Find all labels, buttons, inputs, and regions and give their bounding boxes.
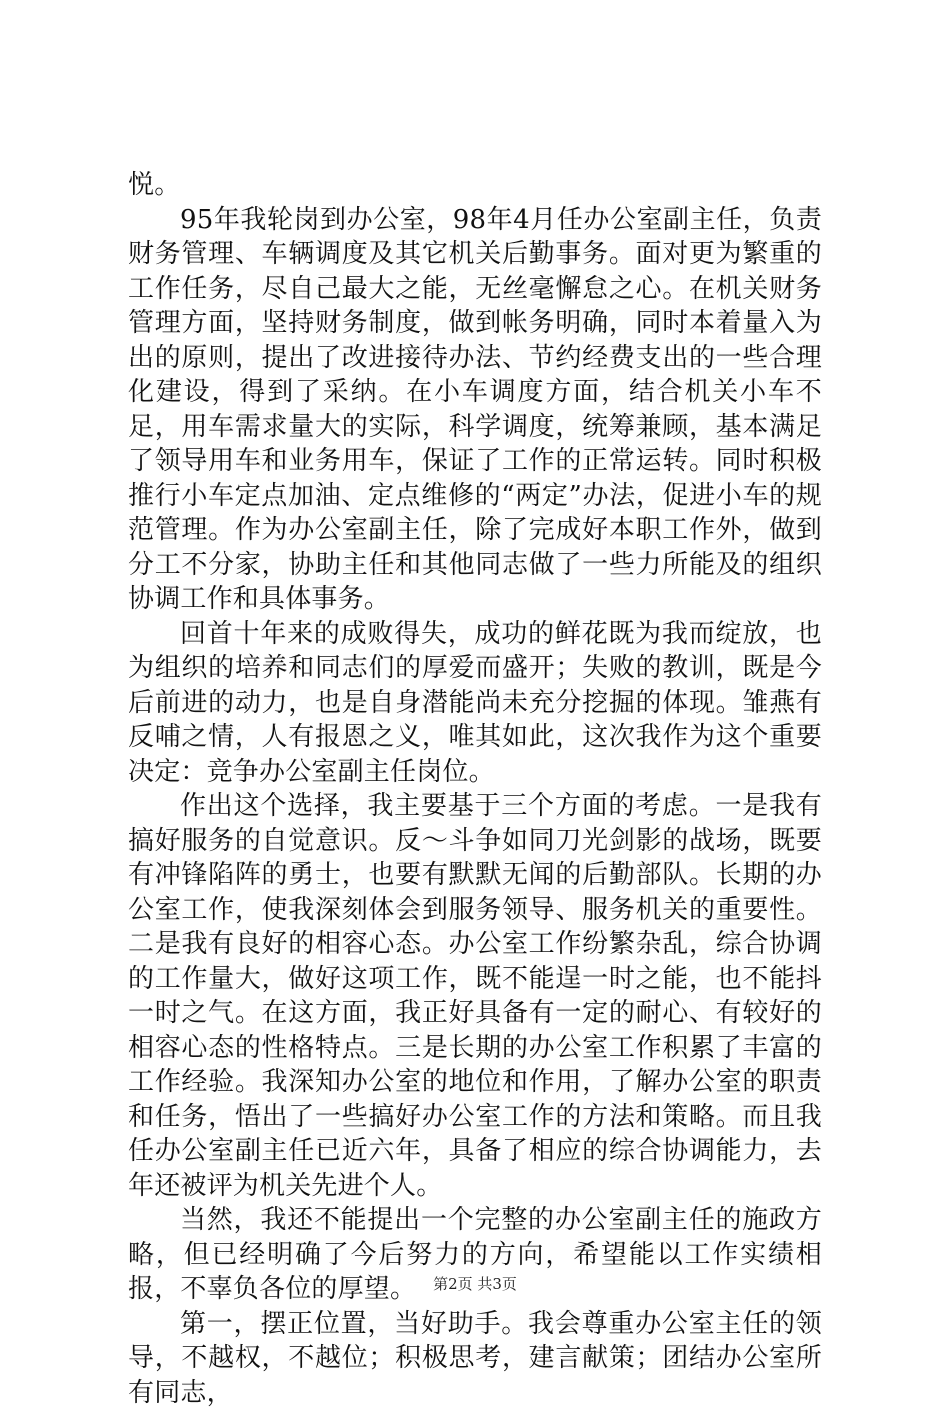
paragraph-office-rotation: 95年我轮岗到办公室，98年4月任办公室副主任，负责财务管理、车辆调度及其它机关后勤事务。面对更为繁重的工作任务，尽自己最大之能，无丝毫懈怠之心。在机关财务管理方面，坚持财务制度，做到帐务明确，同时本着量入为出的原则，提出了改进接待办法、节约经费支出的一些合理化建设，得到了采纳。在小车调度方面，结合机关小车不足，用车需求量大的实际，科学调度，统筹兼顾，基本满足了领导用车和业务用车，保证了工作的正常运转。同时积极推行小车定点加油、定点维修的“两定”办法，促进小车的规范管理。作为办公室副主任，除了完成好本职工作外，做到分工不分家，协助主任和其他同志做了一些力所能及的组织协调工作和具体事务。 <box>128 203 822 617</box>
paragraph-reflection: 回首十年来的成败得失，成功的鲜花既为我而绽放，也为组织的培养和同志们的厚爱而盛开；失败的教训，既是今后前进的动力，也是自身潜能尚未充分挖掘的体现。雏燕有反哺之情，人有报恩之义，唯其如此，这次我作为这个重要决定：竞争办公室副主任岗位。 <box>128 617 822 790</box>
paragraph-first-point: 第一，摆正位置，当好助手。我会尊重办公室主任的领导，不越权，不越位；积极思考，建言献策；团结办公室所有同志， <box>128 1307 822 1410</box>
paragraph-direction: 当然，我还不能提出一个完整的办公室副主任的施政方略，但已经明确了今后努力的方向，希望能以工作实绩相报，不辜负各位的厚望。 <box>128 1203 822 1307</box>
paragraph-continuation: 悦。 <box>128 168 822 203</box>
paragraph-reasons: 作出这个选择，我主要基于三个方面的考虑。一是我有搞好服务的自觉意识。反～斗争如同刀光剑影的战场，既要有冲锋陷阵的勇士，也要有默默无闻的后勤部队。长期的办公室工作，使我深刻体会到服务领导、服务机关的重要性。二是我有良好的相容心态。办公室工作纷繁杂乱，综合协调的工作量大，做好这项工作，既不能逞一时之能，也不能抖一时之气。在这方面，我正好具备有一定的耐心、有较好的相容心态的性格特点。三是长期的办公室工作积累了丰富的工作经验。我深知办公室的地位和作用，了解办公室的职责和任务，悟出了一些搞好办公室工作的方法和策略。而且我任办公室副主任已近六年，具备了相应的综合协调能力，去年还被评为机关先进个人。 <box>128 789 822 1203</box>
body-text <box>128 168 822 1410</box>
page-footer: 第2页 共3页 <box>0 1274 950 1294</box>
